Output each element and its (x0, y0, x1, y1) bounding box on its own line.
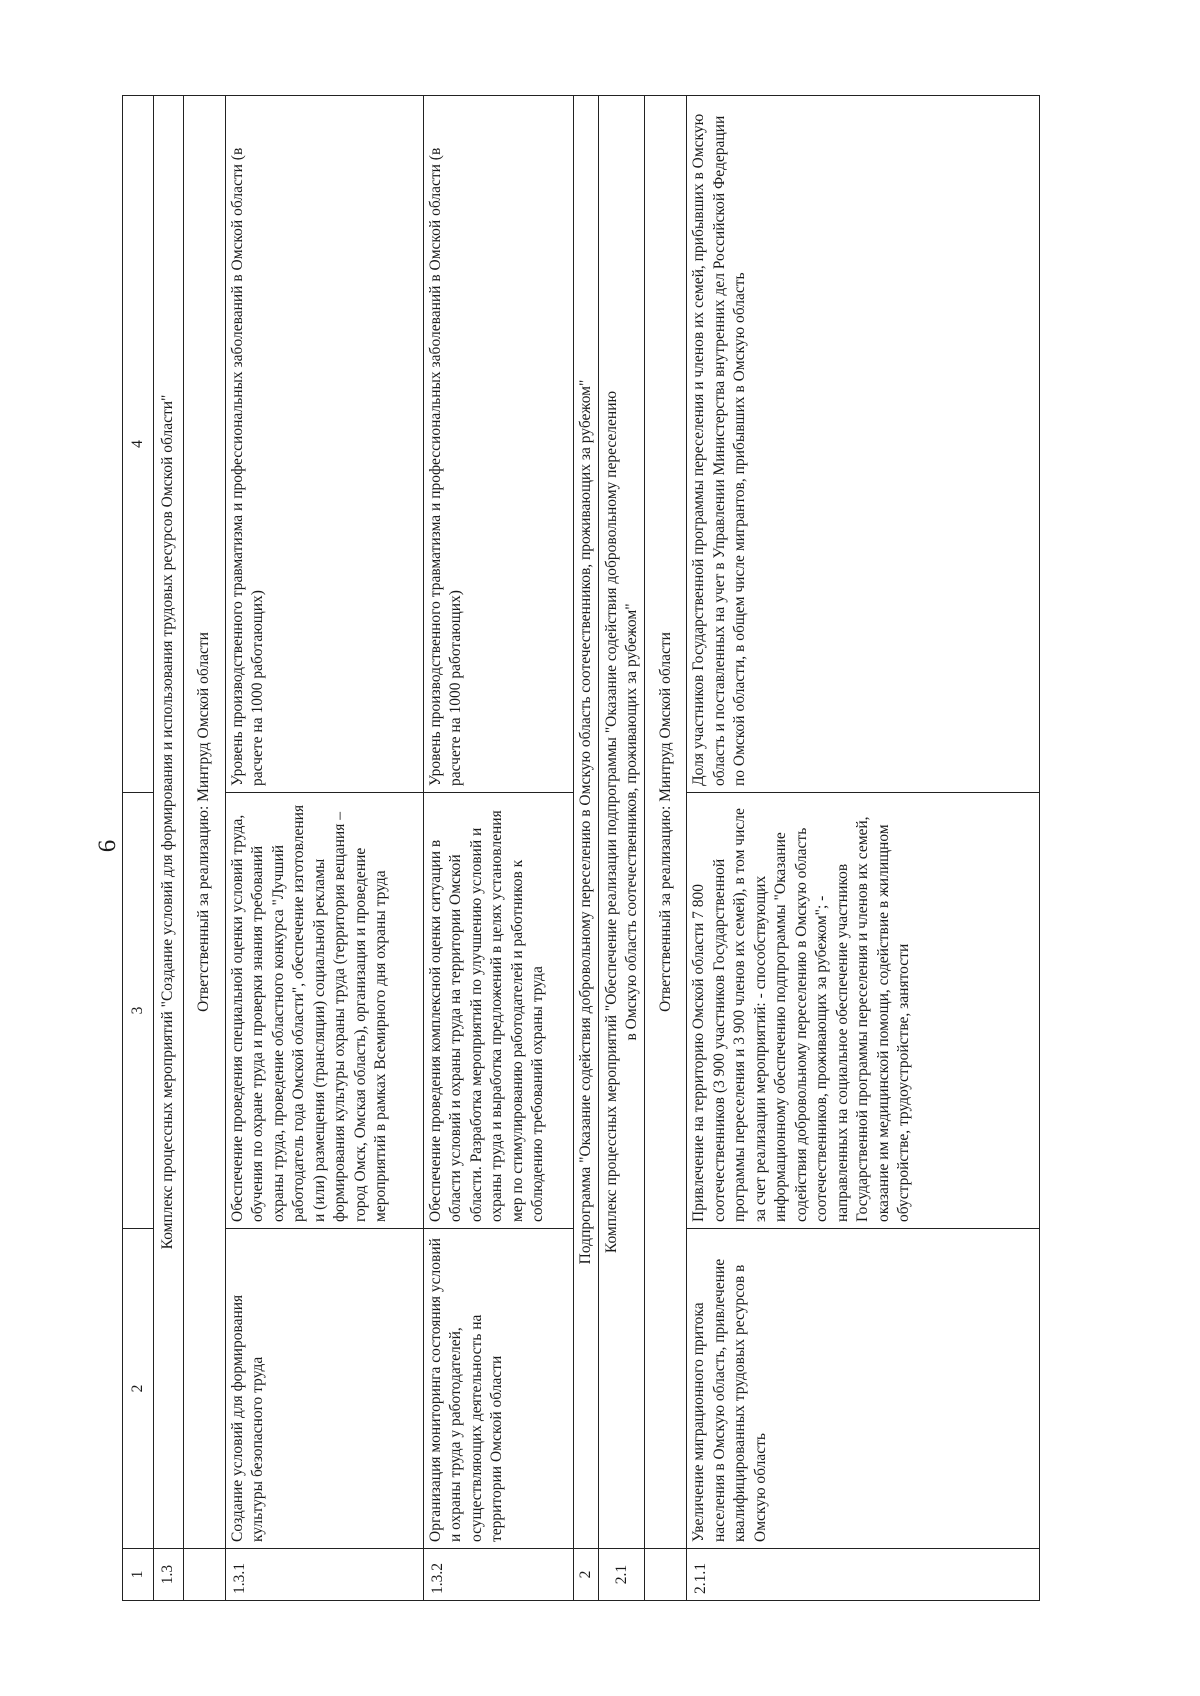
table-row (424, 96, 574, 1601)
row-task: Увеличение миграционного притока населения в Омскую область, привлечение квалифицированных трудовых ресурсов в Омскую область (687, 1229, 1040, 1549)
complex-2-1-responsible-row (645, 96, 687, 1601)
row-number: 1.3.1 (226, 1549, 424, 1601)
row-indicator: Доля участников Государственной программы переселения и членов их семей, прибывших в Омскую область и поставленных на учет в Управлении Министерства внутренних дел Российской Федерации по Омской области, в общем числе мигрантов, прибывших в Омскую область (687, 96, 1040, 793)
header-col-3: 3 (123, 793, 154, 1229)
table-header-row (123, 96, 154, 1601)
table-container (122, 96, 1040, 1601)
table-row (687, 96, 1040, 1601)
row-indicator: Уровень производственного травматизма и профессиональных заболеваний в Омской области (в расчете на 1000 работающих) (226, 96, 424, 793)
row-number: 2.1.1 (687, 1549, 1040, 1601)
complex-2-1-number: 2.1 (599, 1549, 645, 1601)
complex-1-3-title: Комплекс процессных мероприятий "Создание условий для формирования и использования трудовых ресурсов Омской области" (154, 96, 184, 1549)
complex-2-1-title (599, 96, 645, 1549)
row-description: Обеспечение проведения комплексной оценки ситуации в области условий и охраны труда на территории Омской области. Разработка мероприятий по улучшению условий и охраны труда и выработка предложений в целях установления мер по стимулированию работодателей и работников к соблюдению требований охраны труда (424, 793, 574, 1229)
table-row (226, 96, 424, 1601)
complex-1-3-number: 1.3 (154, 1549, 184, 1601)
header-col-4: 4 (123, 96, 154, 793)
empty-cell (184, 1549, 226, 1601)
row-task: Организация мониторинга состояния условий и охраны труда у работодателей, осуществляющих деятельность на территории Омской области (424, 1229, 574, 1549)
complex-2-1-title-row (599, 96, 645, 1601)
complex-2-1-title-line-1: Комплекс процессных мероприятий "Обеспечение реализации подпрограммы "Оказание содействия добровольному переселению (602, 390, 620, 1254)
complex-2-1-title-line-2: в Омскую область соотечественников, проживающих за рубежом" (622, 603, 640, 1041)
complex-1-3-title-row (154, 96, 184, 1601)
row-description: Обеспечение проведения специальной оценки условий труда, обучения по охране труда и проверки знания требований охраны труда, проведение областного конкурса "Лучший работодатель года Омской области", обеспечение изготовления и (или) размещения (трансляции) социальной рекламы формирования культуры охраны труда (территория вещания – город Омск, Омская область), организация и проведение мероприятий в рамках Всемирного дня охраны труда (226, 793, 424, 1229)
complex-1-3-responsible: Ответственный за реализацию: Минтруд Омской области (184, 96, 226, 1549)
subprogram-2-number: 2 (574, 1549, 599, 1601)
empty-cell (645, 1549, 687, 1601)
complex-2-1-responsible: Ответственный за реализацию: Минтруд Омской области (645, 96, 687, 1549)
header-col-2: 2 (123, 1229, 154, 1549)
subprogram-2-title: Подпрограмма "Оказание содействия добровольному переселению в Омскую область соотечественников, проживающих за рубежом" (574, 96, 599, 1549)
row-number: 1.3.2 (424, 1549, 574, 1601)
row-indicator: Уровень производственного травматизма и профессиональных заболеваний в Омской области (в расчете на 1000 работающих) (424, 96, 574, 793)
header-col-1: 1 (123, 1549, 154, 1601)
program-table (122, 95, 1040, 1601)
row-task: Создание условий для формирования культуры безопасного труда (226, 1229, 424, 1549)
subprogram-2-row (574, 96, 599, 1601)
complex-1-3-responsible-row (184, 96, 226, 1601)
page-number: 6 (94, 839, 121, 853)
row-description: Привлечение на территорию Омской области 7 800 соотечественников (3 900 участников Государственной программы переселения и 3 900 членов их семей), в том числе за счет реализации мероприятий: - способствующих информационному обеспечению подпрограммы "Оказание содействия добровольному переселению в Омскую область соотечественников, проживающих за рубежом"; - направленных на социальное обеспечение участников Государственной программы переселения и членов их семей, оказание им медицинской помощи, содействие в жилищном обустройстве, трудоустройстве, занятости (687, 793, 1040, 1229)
